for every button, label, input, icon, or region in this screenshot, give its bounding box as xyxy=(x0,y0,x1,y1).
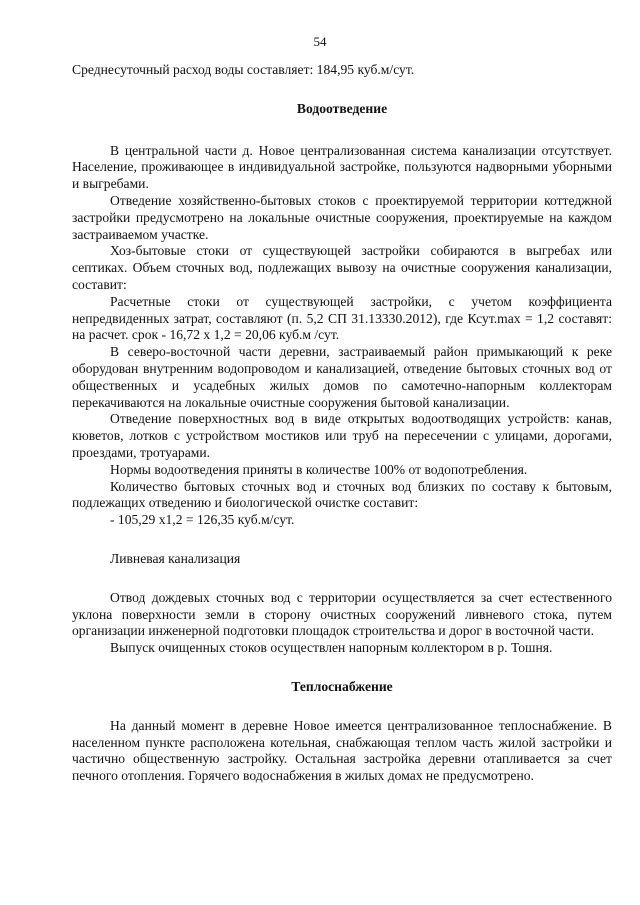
paragraph: На данный момент в деревне Новое имеется централизованное теплоснабжение. В населенном пункте расположена котельная, снабжающая теплом часть жилой застройки и частично общественную застройку. Остальная застройка деревни отапливается за счет печного отопления. Горячего водоснабжения в жилых домах не предусмотрено. xyxy=(72,717,612,784)
paragraph: Отведение хозяйственно-бытовых стоков с проектируемой территории коттеджной застройки предусмотрено на локальные очистные сооружения, проектируемые на каждом застраиваемом участке. xyxy=(72,192,612,242)
document-body xyxy=(72,62,612,785)
paragraph: Хоз-бытовые стоки от существующей застройки собираются в выгребах или септиках. Объем сточных вод, подлежащих вывозу на очистные сооружения канализации, составит: xyxy=(72,243,612,292)
paragraph: Отведение поверхностных вод в виде открытых водоотводящих устройств: канав, кюветов, лотков с устройством мостиков или труб на пересечении с улицами, дорогами, проездами, тротуарами. xyxy=(72,411,612,460)
formula-line: - 105,29 х1,2 = 126,35 куб.м/сут. xyxy=(110,512,295,528)
paragraph: Отвод дождевых сточных вод с территории осуществляется за счет естественного уклона поверхности земли в сторону очистных сооружений ливневого стока, путем организации инженерной подготовки площадок строительства и дорог в восточной части. xyxy=(72,589,612,639)
section-drainage xyxy=(72,143,612,529)
paragraph: Количество бытовых сточных вод и сточных вод близких по составу к бытовым, подлежащих отведению и биологической очистке составит: xyxy=(72,478,612,511)
section-storm xyxy=(72,590,612,657)
section-heating xyxy=(72,718,612,785)
section-title-storm: Ливневая канализация xyxy=(110,550,241,566)
paragraph: В центральной части д. Новое централизованная система канализации отсутствует. Население, проживающее в индивидуальной застройке, пользуются надворными уборными и выгребами. xyxy=(72,142,612,192)
paragraph: Выпуск очищенных стоков осуществлен напорным коллектором в р. Тошня. xyxy=(110,640,553,656)
section-title-drainage: Водоотведение xyxy=(296,100,388,116)
paragraph: Нормы водоотведения приняты в количестве 100% от водопотребления. xyxy=(110,461,528,477)
intro-paragraph: Среднесуточный расход воды составляет: 184,95 куб.м/сут. xyxy=(72,62,415,77)
page-number: 54 xyxy=(313,34,327,49)
paragraph: В северо-восточной части деревни, застраиваемый район примыкающий к реке оборудован внутренним водопроводом и канализацией, отведение бытовых сточных вод от общественных и усадебных жилых домов по самотечно-напорным коллекторам перекачиваются на локальные очистные сооружения бытовой канализации. xyxy=(72,344,612,410)
section-title-heating: Теплоснабжение xyxy=(291,678,393,694)
paragraph: Расчетные стоки от существующей застройки, с учетом коэффициента непредвиденных затрат, составляют (п. 5,2 СП 31.13330.2012), где Ксут.max = 1,2 составят: на расчет. срок - 16,72 х 1,2 = 20,06 куб.м /сут. xyxy=(72,293,612,343)
